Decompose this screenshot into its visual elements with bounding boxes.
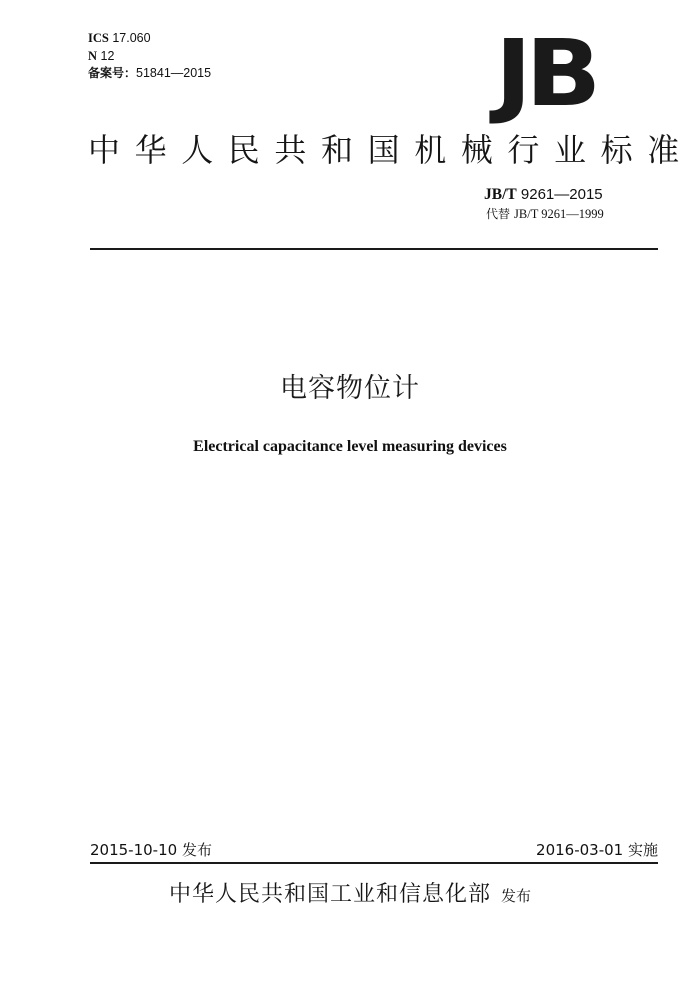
issuer-action: 发布 xyxy=(501,887,532,905)
filing-value: 51841—2015 xyxy=(136,66,212,80)
replaces-code: JB/T 9261—1999 xyxy=(514,207,604,221)
issuer-line xyxy=(0,881,700,909)
ics-value: 17.060 xyxy=(112,31,151,45)
ccs-value: 12 xyxy=(100,48,115,63)
replaces-label: 代替 xyxy=(486,207,511,221)
classification-block xyxy=(88,30,211,83)
standard-code-prefix: JB/T xyxy=(484,186,517,203)
standard-category-title: 中华人民共和国机械行业标准 xyxy=(88,131,694,169)
ics-line xyxy=(88,30,211,48)
standard-code xyxy=(484,186,603,204)
jb-logo: JB xyxy=(495,20,595,127)
issuer-organization: 中华人民共和国工业和信息化部 xyxy=(168,882,491,907)
ics-label: ICS xyxy=(88,31,109,45)
filing-line xyxy=(88,65,211,83)
ccs-label: N xyxy=(88,48,98,63)
document-title-chinese: 电容物位计 xyxy=(280,373,420,404)
publish-date: 2015-10-10 发布 xyxy=(90,841,212,859)
header-divider xyxy=(90,248,658,250)
replaces-line xyxy=(486,207,604,222)
ccs-line xyxy=(88,48,211,66)
filing-label: 备案号： xyxy=(88,66,137,80)
footer-divider xyxy=(90,862,658,864)
standard-code-number: 9261—2015 xyxy=(520,186,603,203)
document-title-english: Electrical capacitance level measuring devices xyxy=(193,438,507,455)
implement-date: 2016-03-01 实施 xyxy=(536,841,658,859)
